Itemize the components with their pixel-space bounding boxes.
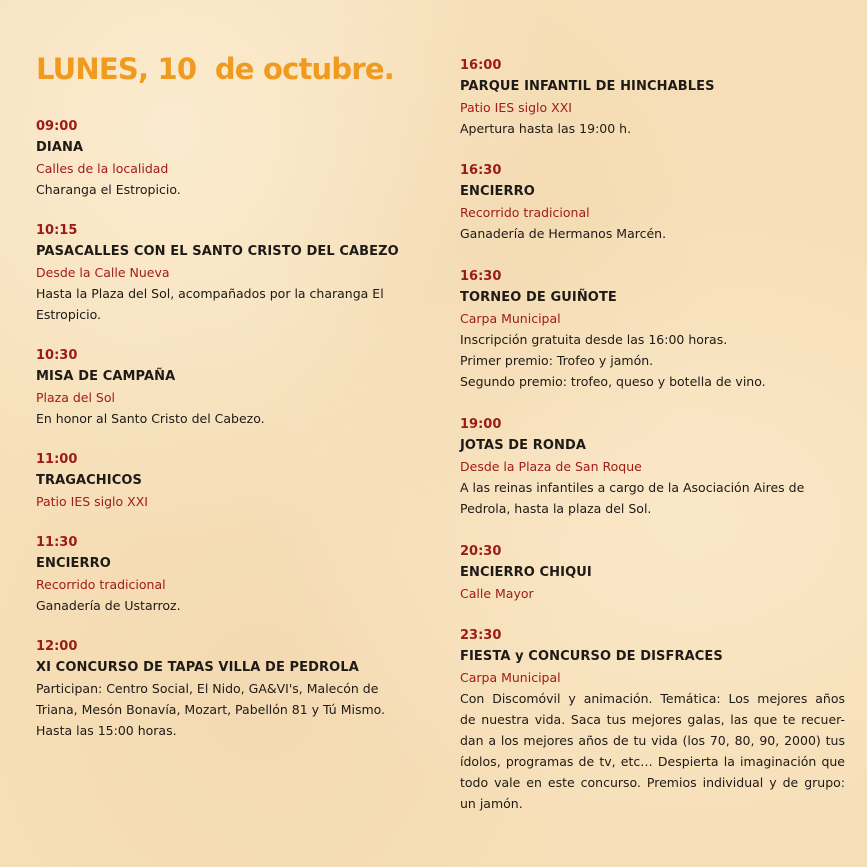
- description-line: Inscripción gratuita desde las 16:00 horas.: [460, 332, 728, 347]
- description-line: un jamón.: [460, 796, 523, 811]
- event-place: Calles de la localidad: [36, 161, 169, 176]
- event-name: DIANA: [36, 140, 84, 155]
- event-time: 19:00: [460, 417, 502, 432]
- event-time: 09:00: [36, 119, 78, 134]
- event-description: [460, 477, 845, 519]
- description-line: Primer premio: Trofeo y jamón.: [460, 353, 654, 368]
- description-line: A las reinas infantiles a cargo de la Asociación Aires de: [460, 480, 805, 495]
- description-line: Ganadería de Ustarroz.: [36, 598, 181, 613]
- event-diana: [36, 116, 436, 200]
- event-time: 16:00: [460, 58, 502, 73]
- event-name: PARQUE INFANTIL DE HINCHABLES: [460, 79, 715, 94]
- description-line: Con Discomóvil y animación. Temática: Los mejores años: [460, 691, 845, 706]
- event-parque-infantil: [460, 55, 845, 139]
- event-name: JOTAS DE RONDA: [460, 438, 587, 453]
- event-description: [36, 283, 436, 325]
- description-line: Segundo premio: trofeo, queso y botella de vino.: [460, 374, 766, 389]
- event-torneo-guinote: [460, 266, 845, 392]
- event-name: ENCIERRO: [36, 556, 111, 571]
- event-description: [36, 408, 436, 429]
- event-tragachicos: [36, 449, 436, 512]
- description-line: Pedrola, hasta la plaza del Sol.: [460, 501, 652, 516]
- event-place: Carpa Municipal: [460, 311, 561, 326]
- event-encierro-morning: [36, 532, 436, 616]
- event-concurso-tapas: [36, 636, 436, 741]
- event-description: [36, 678, 436, 741]
- event-time: 10:30: [36, 348, 78, 363]
- day-title: LUNES, 10 de octubre.: [36, 52, 394, 86]
- description-line: Participan: Centro Social, El Nido, GA&VI's, Malecón de: [36, 681, 379, 696]
- event-description: [460, 688, 845, 814]
- event-description: [460, 118, 845, 139]
- event-place: Carpa Municipal: [460, 670, 561, 685]
- event-description: [460, 223, 845, 244]
- event-pasacalles: [36, 220, 436, 325]
- description-line: todo vale en este concurso. Premios individual y de grupo:: [460, 775, 845, 790]
- description-line: Estropicio.: [36, 307, 101, 322]
- event-name: ENCIERRO CHIQUI: [460, 565, 592, 580]
- description-line: Apertura hasta las 19:00 h.: [460, 121, 632, 136]
- event-time: 16:30: [460, 269, 502, 284]
- event-fiesta-disfraces: [460, 625, 845, 814]
- description-line: Charanga el Estropicio.: [36, 182, 181, 197]
- event-name: MISA DE CAMPAÑA: [36, 369, 176, 384]
- event-encierro-chiqui: [460, 541, 845, 604]
- description-line: Ganadería de Hermanos Marcén.: [460, 226, 667, 241]
- event-name: PASACALLES CON EL SANTO CRISTO DEL CABEZO: [36, 244, 399, 259]
- description-line: Hasta las 15:00 horas.: [36, 723, 177, 738]
- event-place: Patio IES siglo XXI: [460, 100, 572, 115]
- description-line: dan a los mejores años de tu vida (los 70, 80, 90, 2000) tus: [460, 733, 845, 748]
- event-encierro-afternoon: [460, 160, 845, 244]
- event-place: Calle Mayor: [460, 586, 534, 601]
- event-time: 20:30: [460, 544, 502, 559]
- event-name: XI CONCURSO DE TAPAS VILLA DE PEDROLA: [36, 660, 359, 675]
- event-time: 23:30: [460, 628, 502, 643]
- event-name: FIESTA y CONCURSO DE DISFRACES: [460, 649, 723, 664]
- event-description: [36, 179, 436, 200]
- event-place: Recorrido tradicional: [460, 205, 590, 220]
- event-name: ENCIERRO: [460, 184, 535, 199]
- event-name: TORNEO DE GUIÑOTE: [460, 290, 617, 305]
- event-place: Desde la Calle Nueva: [36, 265, 170, 280]
- description-line: ídolos, programas de tv, etc… Despierta la imaginación que: [460, 754, 845, 769]
- description-line: Hasta la Plaza del Sol, acompañados por la charanga El: [36, 286, 384, 301]
- event-place: Patio IES siglo XXI: [36, 494, 148, 509]
- event-time: 11:00: [36, 452, 78, 467]
- description-line: de nuestra vida. Saca tus mejores galas, las que te recuer-: [460, 712, 845, 727]
- event-place: Recorrido tradicional: [36, 577, 166, 592]
- event-place: Plaza del Sol: [36, 390, 115, 405]
- event-name: TRAGACHICOS: [36, 473, 142, 488]
- event-jotas-ronda: [460, 414, 845, 519]
- description-line: Triana, Mesón Bonavía, Mozart, Pabellón 81 y Tú Mismo.: [36, 702, 386, 717]
- event-time: 12:00: [36, 639, 78, 654]
- event-time: 11:30: [36, 535, 78, 550]
- event-time: 16:30: [460, 163, 502, 178]
- event-place: Desde la Plaza de San Roque: [460, 459, 642, 474]
- event-description: [460, 329, 845, 392]
- event-description: [36, 595, 436, 616]
- event-time: 10:15: [36, 223, 78, 238]
- event-misa: [36, 345, 436, 429]
- description-line: En honor al Santo Cristo del Cabezo.: [36, 411, 265, 426]
